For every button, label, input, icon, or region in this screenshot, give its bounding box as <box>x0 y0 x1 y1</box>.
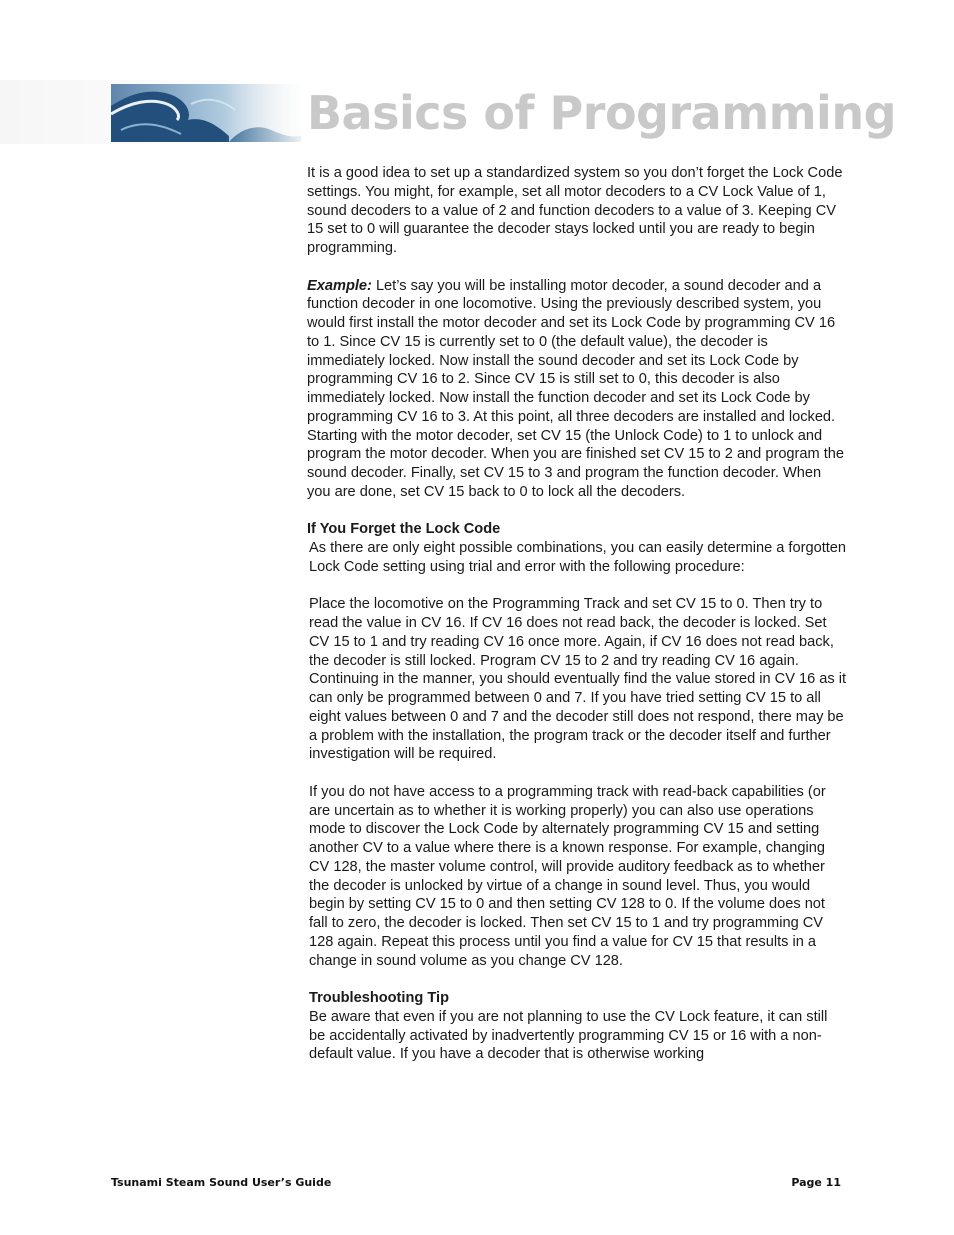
intro-paragraph: It is a good idea to set up a standardized system so you don’t forget the Lock Code settings. You might, for example, set all motor decoders to a CV Lock Value of 1, sound decoders to a value of 2 and function decoders to a value of 3. Keeping CV 15 set to 0 will guarantee the decoder stays locked until you are ready to begin programming. <box>307 165 843 256</box>
procedure-paragraph: Place the locomotive on the Programming Track and set CV 15 to 0. Then try to read the value in CV 16. If CV 16 does not read back, the decoder is locked. Set CV 15 to 1 and try reading CV 16 once more. Again, if CV 16 does not read back, the decoder is still locked. Program CV 15 to 2 and try reading CV 16 again. Continuing in the manner, you should eventually find the value stored in CV 16 as it can only be programmed between 0 and 7. If you have tried setting CV 15 to all eight values between 0 and 7 and the decoder still does not respond, there may be a problem with the installation, the program track or the decoder itself and further investigation will be required. <box>309 596 847 763</box>
forget-paragraph: As there are only eight possible combinations, you can easily determine a forgotten Lock Code setting using trial and error with the following procedure: <box>309 540 847 575</box>
example-paragraph <box>307 277 847 502</box>
example-text: Let’s say you will be installing motor decoder, a sound decoder and a function decoder in one locomotive. Using the previously described system, you would first install the motor decoder and set its Lock Code by programming CV 16 to 1. Since CV 15 is currently set to 0 (the default value), the decoder is immediately locked. Now install the sound decoder and set its Lock Code by programming CV 16 to 2. Since CV 15 is still set to 0, this decoder is also immediately locked. Now install the function decoder and set its Lock Code by programming CV 16 to 3. At this point, all three decoders are installed and locked. Starting with the motor decoder, set CV 15 (the Unlock Code) to 1 to unlock and program the motor decoder. When you are finished set CV 15 to 2 and program the sound decoder. Finally, set CV 15 to 3 and program the function decoder. When you are done, set CV 15 back to 0 to lock all the decoders. <box>307 277 845 500</box>
section-heading-tip: Troubleshooting Tip <box>309 990 449 1006</box>
section-heading-forget: If You Forget the Lock Code <box>307 521 501 538</box>
tip-paragraph: Be aware that even if you are not planning to use the CV Lock feature, it can still be accidentally activated by inadvertently programming CV 15 or 16 with a non-default value. If you have a decoder that is otherwise working <box>309 1008 828 1063</box>
ocean-wave-image <box>111 84 301 142</box>
footer-guide-title: Tsunami Steam Sound User’s Guide <box>111 1176 332 1189</box>
document-body <box>307 164 847 1083</box>
example-label: Example: <box>307 277 372 294</box>
footer-page-number: Page 11 <box>791 1176 841 1189</box>
operations-mode-paragraph: If you do not have access to a programming track with read-back capabilities (or are uncertain as to whether it is working properly) you can also use operations mode to discover the Lock Code by alternately programming CV 15 and setting another CV to a value where there is a known response. For example, changing CV 128, the master volume control, will provide auditory feedback as to whether the decoder is unlocked by virtue of a change in sound level. Thus, you would begin by setting CV 15 to 0 and then setting CV 128 to 0. If the volume does not fall to zero, the decoder is locked. Then set CV 15 to 1 and try programming CV 128 again. Repeat this process until you find a value for CV 15 that results in a change in sound volume as you change CV 128. <box>309 783 826 969</box>
page-title: Basics of Programming <box>307 86 897 140</box>
